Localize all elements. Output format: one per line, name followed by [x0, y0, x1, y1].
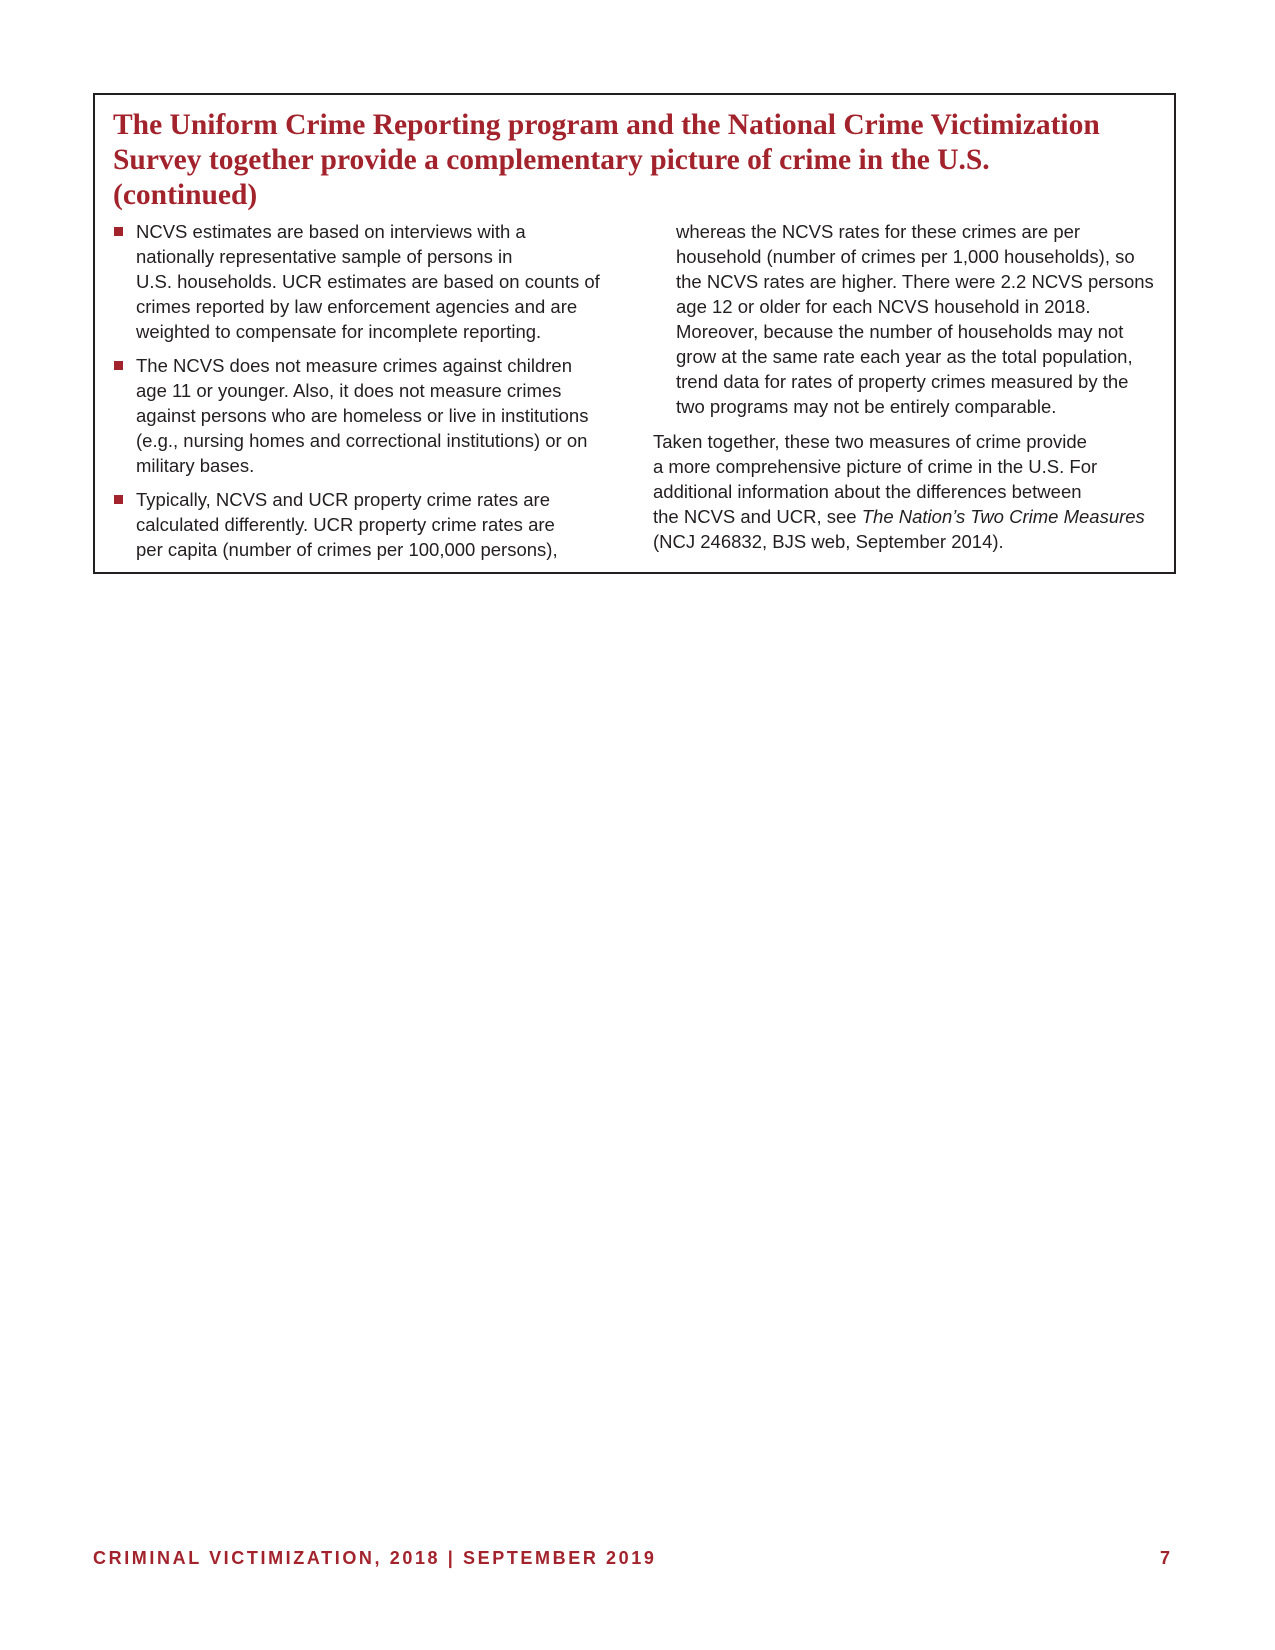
page-number: 7	[1159, 1548, 1170, 1568]
paragraph-line: Taken together, these two measures of crime provide	[653, 431, 1087, 452]
square-bullet-icon	[114, 495, 123, 504]
bullet-line: Moreover, because the number of households may not	[676, 321, 1124, 342]
paragraph-line: (NCJ 246832, BJS web, September 2014).	[653, 531, 1004, 552]
bullet-line: calculated differently. UCR property crime rates are	[136, 514, 555, 535]
sidebar-title-line: The Uniform Crime Reporting program and the National Crime Victimization	[113, 109, 1100, 141]
bullet-line: household (number of crimes per 1,000 households), so	[676, 246, 1135, 267]
bullet-line: weighted to compensate for incomplete reporting.	[136, 321, 542, 342]
sidebar-box	[93, 93, 1176, 574]
bullet-line: against persons who are homeless or live in institutions	[136, 405, 589, 426]
page-footer	[93, 1548, 1176, 1572]
bullet-line: military bases.	[136, 455, 255, 476]
bullet-line: Typically, NCVS and UCR property crime rates are	[136, 489, 550, 510]
bullet-line: nationally representative sample of persons in	[136, 246, 513, 267]
footer-publication: CRIMINAL VICTIMIZATION, 2018 | SEPTEMBER 2019	[93, 1548, 657, 1568]
paragraph-line	[653, 504, 1163, 529]
square-bullet-icon	[114, 361, 123, 370]
sidebar-title-line: Survey together provide a complementary picture of crime in the U.S.	[113, 144, 990, 176]
bullet-line: the NCVS rates are higher. There were 2.2 NCVS persons	[676, 271, 1154, 292]
bullet-line: crimes reported by law enforcement agencies and are	[136, 296, 578, 317]
sidebar-title	[113, 108, 1153, 213]
bullet-line: age 12 or older for each NCVS household in 2018.	[676, 296, 1091, 317]
paragraph-text: the NCVS and UCR, see	[653, 506, 862, 527]
bullet-line: U.S. households. UCR estimates are based on counts of	[136, 271, 600, 292]
bullet-line: (e.g., nursing homes and correctional institutions) or on	[136, 430, 588, 451]
bullet-line: age 11 or younger. Also, it does not measure crimes	[136, 380, 562, 401]
closing-paragraph	[653, 429, 1163, 554]
bullet-item	[113, 353, 623, 478]
bullet-item	[113, 487, 623, 562]
bullet-continuation	[653, 219, 1163, 419]
bullet-line: The NCVS does not measure crimes against children	[136, 355, 572, 376]
bullet-item	[113, 219, 623, 344]
bullet-line: trend data for rates of property crimes measured by the	[676, 371, 1129, 392]
bullet-line: grow at the same rate each year as the total population,	[676, 346, 1133, 367]
bullet-line: per capita (number of crimes per 100,000 persons),	[136, 539, 558, 560]
bullet-line: two programs may not be entirely comparable.	[676, 396, 1057, 417]
left-column	[113, 219, 623, 571]
paragraph-line: a more comprehensive picture of crime in the U.S. For	[653, 456, 1098, 477]
square-bullet-icon	[114, 227, 123, 236]
report-title-citation: The Nation’s Two Crime Measures	[861, 506, 1145, 527]
sidebar-title-line: (continued)	[113, 179, 258, 211]
bullet-line: whereas the NCVS rates for these crimes are per	[676, 221, 1081, 242]
bullet-line: NCVS estimates are based on interviews with a	[136, 221, 526, 242]
right-column	[653, 219, 1163, 554]
paragraph-line: additional information about the differences between	[653, 481, 1082, 502]
